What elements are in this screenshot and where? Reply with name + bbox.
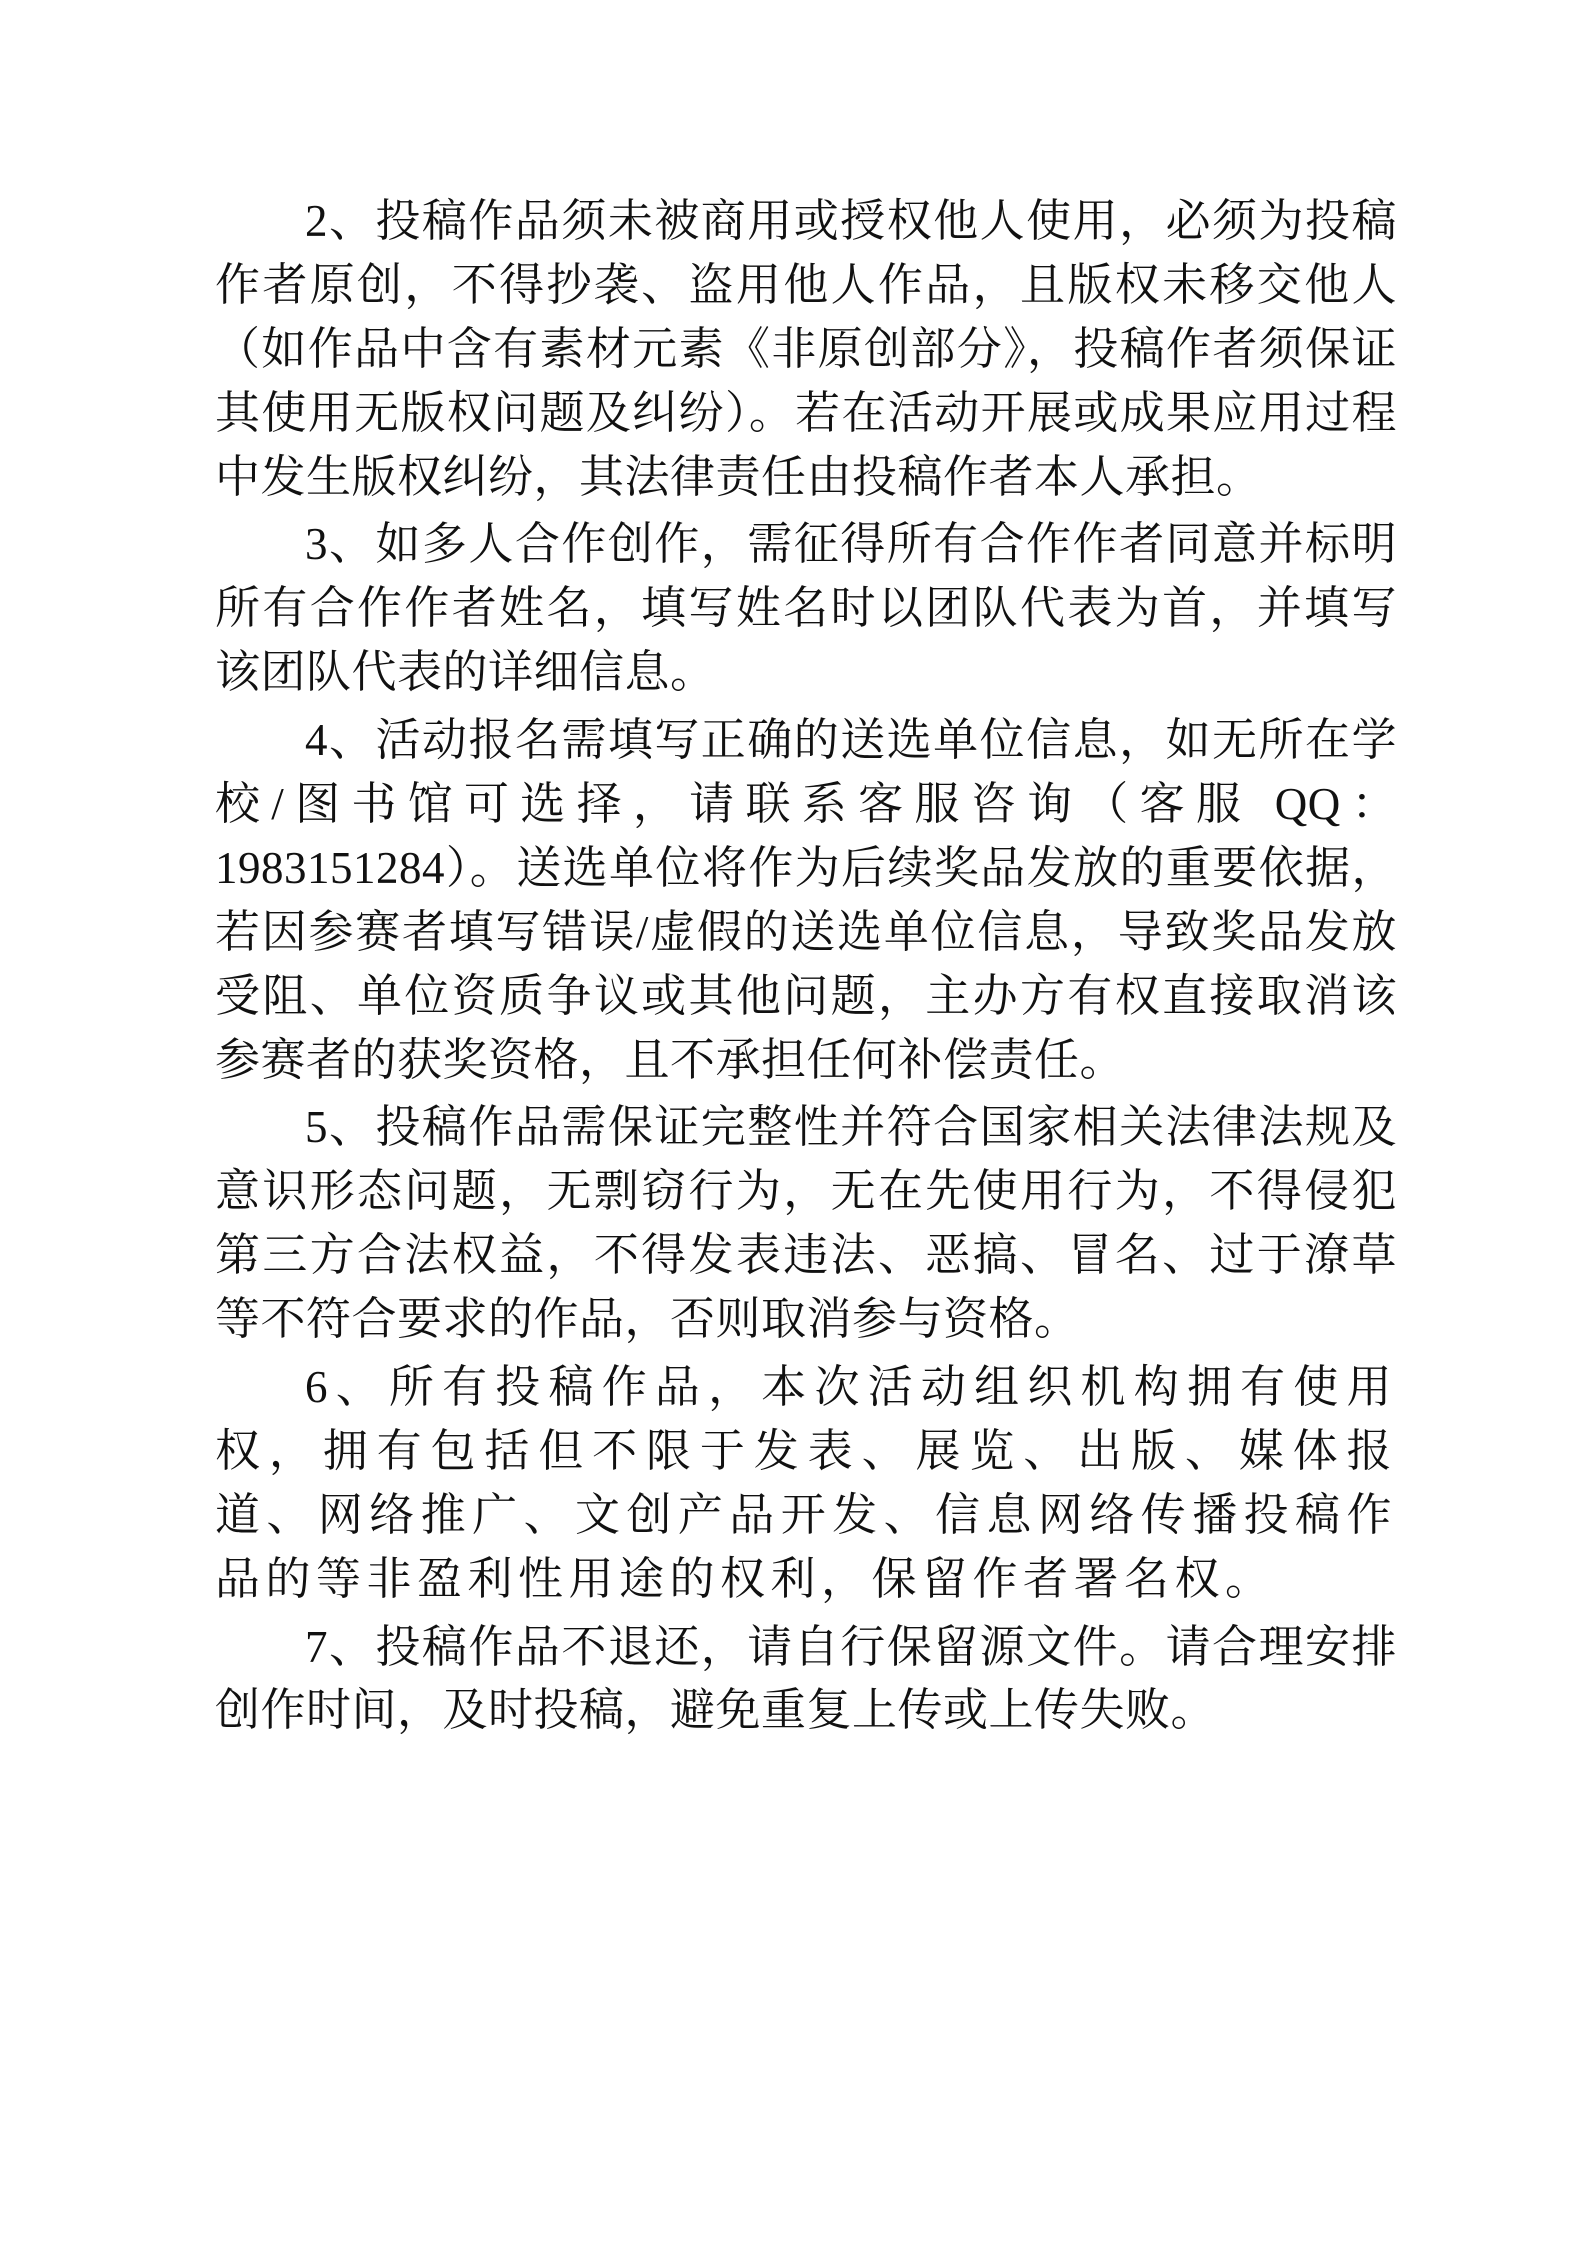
paragraph-item-6: 6、所有投稿作品，本次活动组织机构拥有使用权，拥有包括但不限于发表、展览、出版、媒体报道、网络推广、文创产品开发、信息网络传播投稿作品的等非盈利性用途的权利，保留作者署名权。 [215, 1362, 1397, 1604]
paragraph-item-4: 4、活动报名需填写正确的送选单位信息，如无所在学校/图书馆可选择，请联系客服咨询（客服 QQ：1983151284）。送选单位将作为后续奖品发放的重要依据，若因参赛者填写错误/虚假的送选单位信息，导致奖品发放受阻、单位资质争议或其他问题，主办方有权直接取消该参赛者的获奖资格，且不承担任何补偿责任。 [215, 715, 1397, 1085]
paragraph-item-2: 2、投稿作品须未被商用或授权他人使用，必须为投稿作者原创，不得抄袭、盗用他人作品，且版权未移交他人（如作品中含有素材元素《非原创部分》，投稿作者须保证其使用无版权问题及纠纷）。若在活动开展或成果应用过程中发生版权纠纷，其法律责任由投稿作者本人承担。 [215, 196, 1397, 502]
document-body [215, 190, 1397, 1743]
paragraph-item-7: 7、投稿作品不退还，请自行保留源文件。请合理安排创作时间，及时投稿，避免重复上传或上传失败。 [215, 1621, 1397, 1736]
paragraph-item-5: 5、投稿作品需保证完整性并符合国家相关法律法规及意识形态问题，无剽窃行为，无在先使用行为，不得侵犯第三方合法权益，不得发表违法、恶搞、冒名、过于潦草等不符合要求的作品，否则取消参与资格。 [215, 1102, 1397, 1345]
paragraph-item-3: 3、如多人合作创作，需征得所有合作作者同意并标明所有合作作者姓名，填写姓名时以团队代表为首，并填写该团队代表的详细信息。 [215, 519, 1397, 698]
